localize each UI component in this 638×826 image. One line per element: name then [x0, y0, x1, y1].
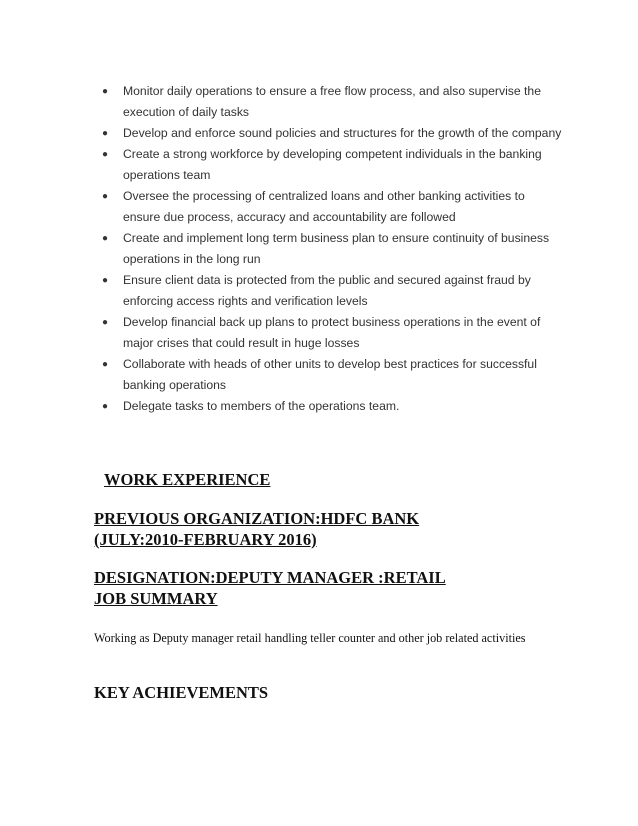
job-summary-heading: JOB SUMMARY — [94, 589, 218, 608]
list-item-text: Monitor daily operations to ensure a free flow process, and also supervise the execution of daily tasks — [123, 84, 541, 119]
list-item — [102, 396, 562, 417]
list-item — [102, 186, 562, 228]
list-item-text: Create a strong workforce by developing competent individuals in the banking operations team — [123, 147, 542, 182]
responsibilities-list — [102, 81, 562, 417]
bullet-dot-icon: ● — [102, 191, 109, 202]
designation: DESIGNATION:DEPUTY MANAGER :RETAIL — [94, 568, 446, 587]
employment-period: (JULY:2010-FEBRUARY 2016) — [94, 530, 317, 549]
list-item-text: Delegate tasks to members of the operations team. — [123, 399, 400, 413]
list-item — [102, 123, 562, 144]
bullet-dot-icon: ● — [102, 275, 109, 286]
list-item — [102, 228, 562, 270]
list-item — [102, 270, 562, 312]
bullet-dot-icon: ● — [102, 149, 109, 160]
work-experience-heading: WORK EXPERIENCE — [104, 470, 271, 489]
bullet-dot-icon: ● — [102, 86, 109, 97]
list-item-text: Oversee the processing of centralized loans and other banking activities to ensure due process, accuracy and accountability are followed — [123, 189, 525, 224]
bullet-dot-icon: ● — [102, 233, 109, 244]
designation-block — [94, 567, 446, 609]
list-item — [102, 144, 562, 186]
list-item-text: Collaborate with heads of other units to develop best practices for successful banking operations — [123, 357, 537, 392]
bullet-dot-icon: ● — [102, 128, 109, 139]
key-achievements-heading: KEY ACHIEVEMENTS — [94, 683, 269, 702]
list-item-text: Develop financial back up plans to protect business operations in the event of major crises that could result in huge losses — [123, 315, 541, 350]
list-item — [102, 81, 562, 123]
organization-block — [94, 508, 419, 550]
list-item-text: Develop and enforce sound policies and structures for the growth of the company — [123, 126, 562, 140]
bullet-dot-icon: ● — [102, 317, 109, 328]
bullet-dot-icon: ● — [102, 359, 109, 370]
list-item-text: Create and implement long term business plan to ensure continuity of business operations in the long run — [123, 231, 550, 266]
job-summary-text: Working as Deputy manager retail handling teller counter and other job related activities — [94, 631, 526, 645]
list-item — [102, 312, 562, 354]
bullet-dot-icon: ● — [102, 401, 109, 412]
list-item — [102, 354, 562, 396]
previous-organization: PREVIOUS ORGANIZATION:HDFC BANK — [94, 509, 420, 528]
list-item-text: Ensure client data is protected from the public and secured against fraud by enforcing access rights and verification levels — [123, 273, 531, 308]
